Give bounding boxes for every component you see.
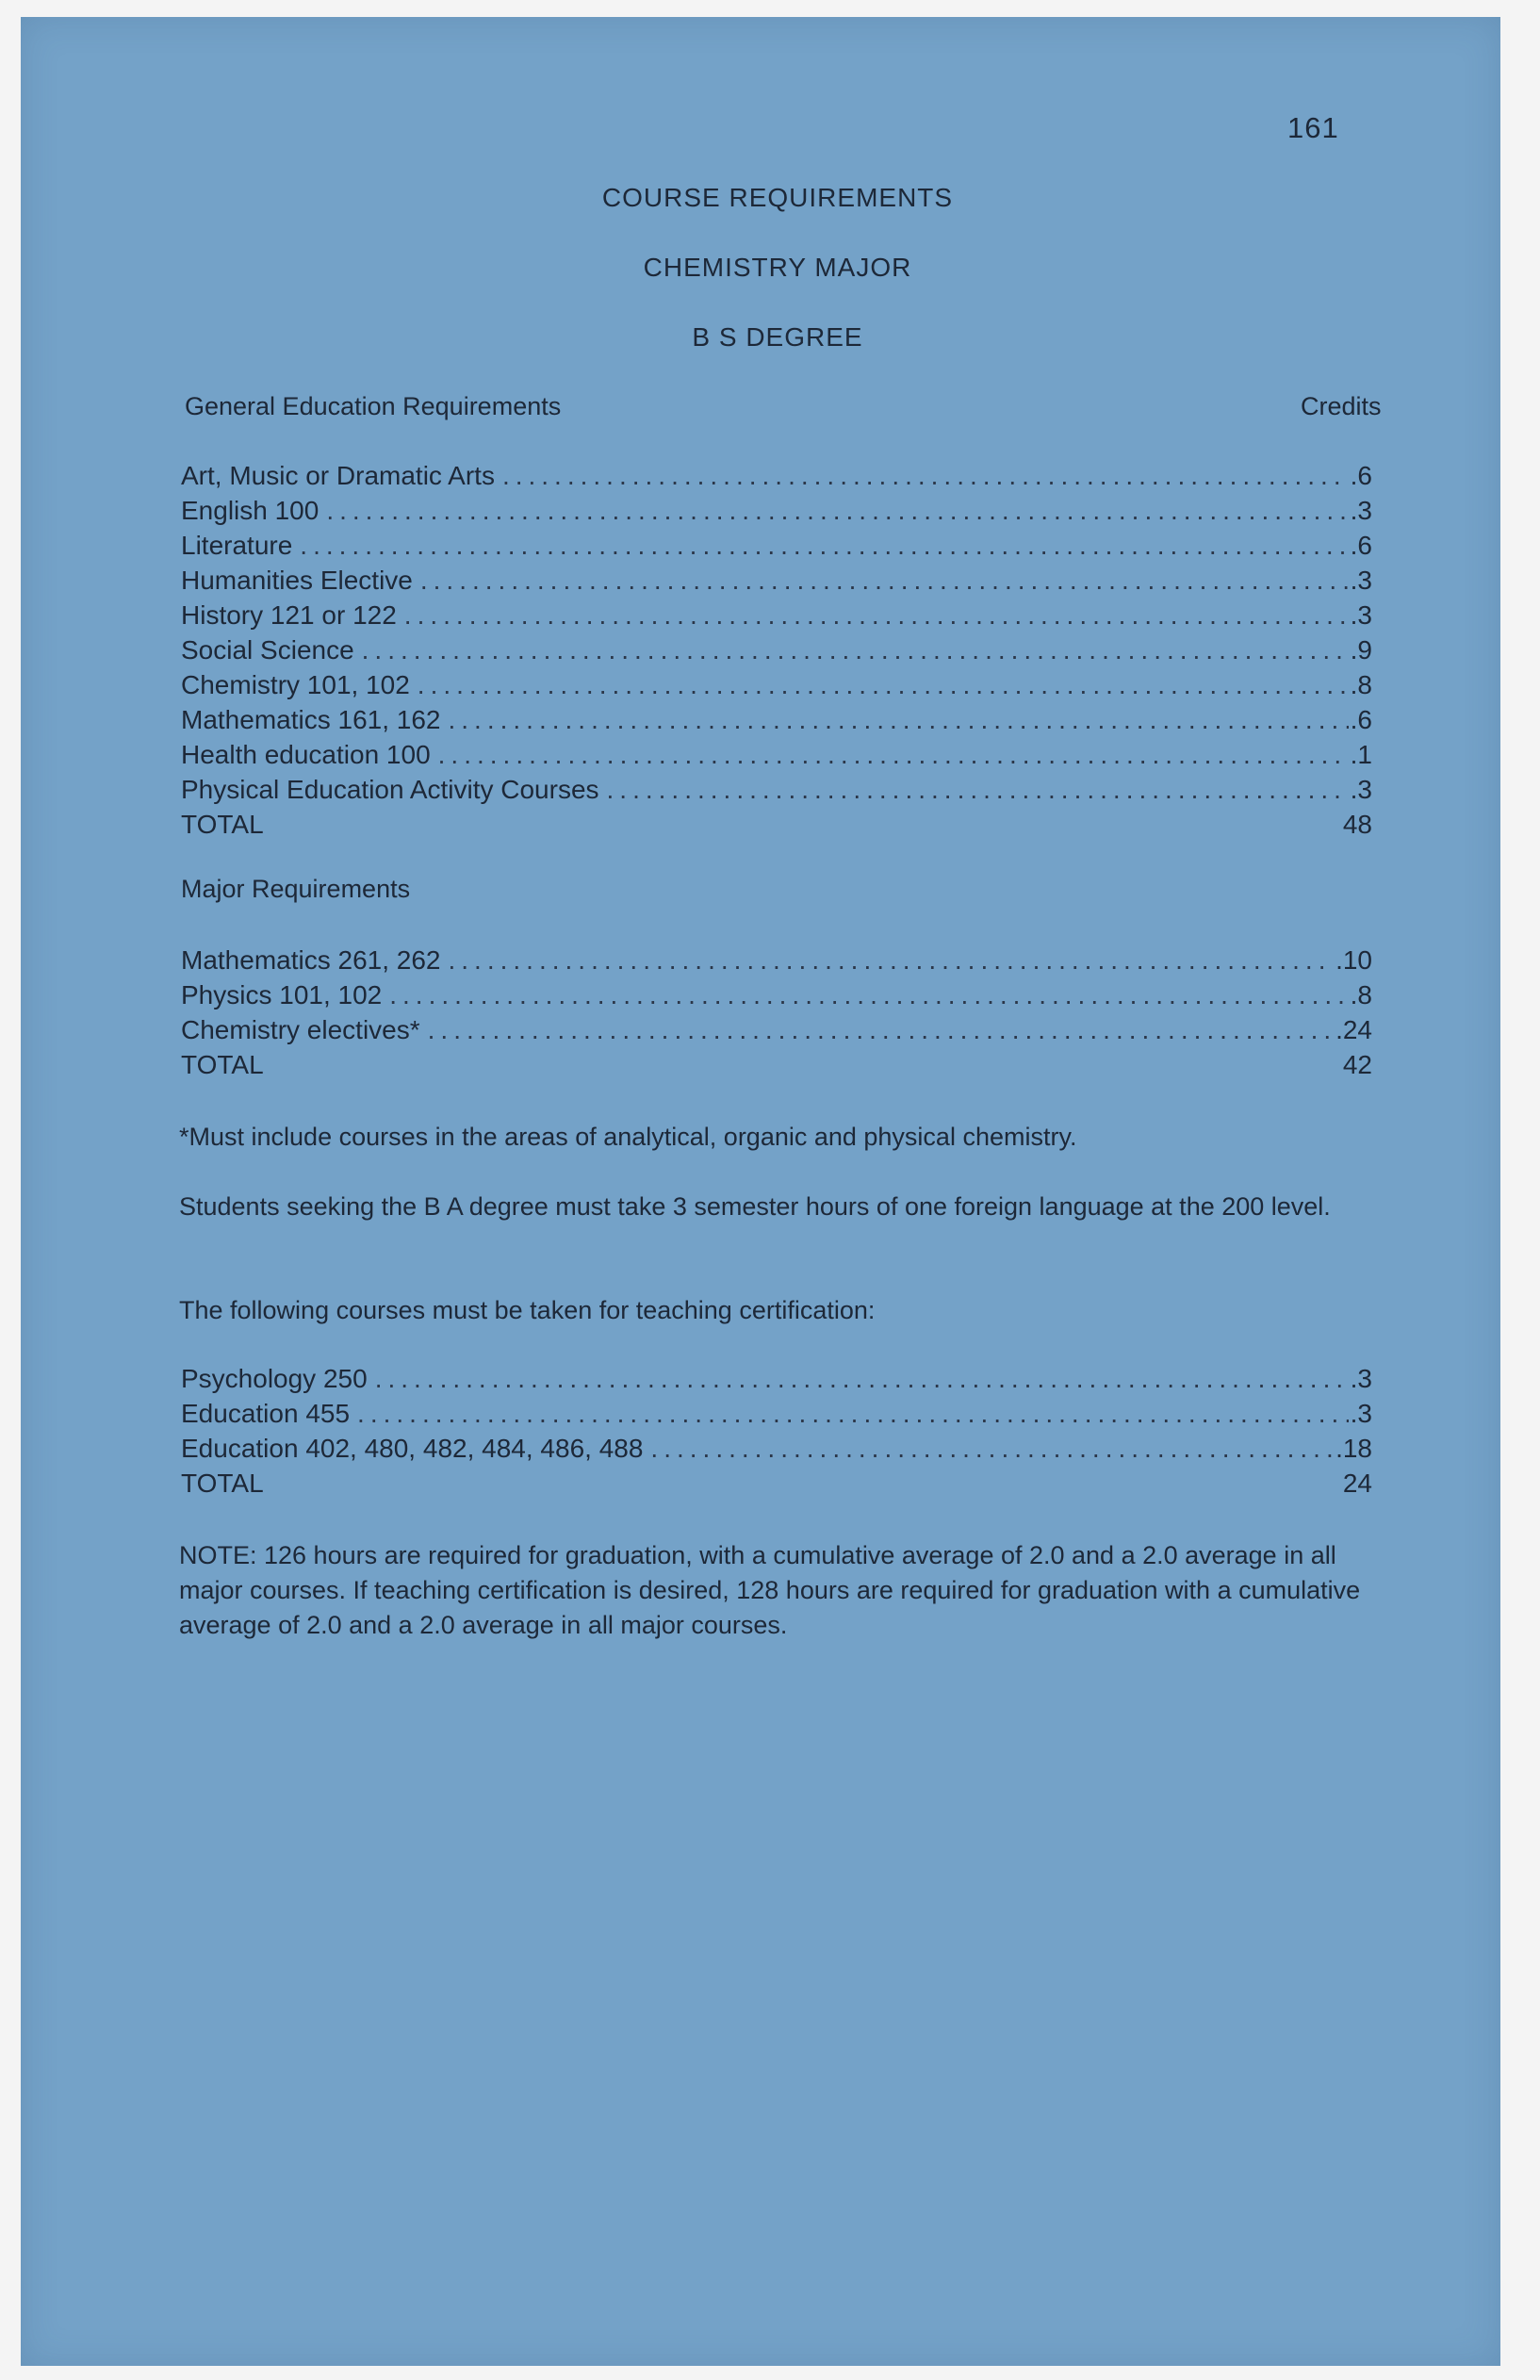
page-number: 161 <box>1287 111 1339 144</box>
list-item <box>181 598 1397 632</box>
leader-dots <box>300 528 1348 563</box>
course-credits: .8 <box>1350 980 1372 1009</box>
leader-dots <box>389 977 1348 1012</box>
course-credits: .3 <box>1350 1399 1372 1428</box>
course-name: Chemistry 101, 102 <box>181 670 410 699</box>
course-credits: .18 <box>1335 1434 1372 1463</box>
leader-dots <box>502 458 1349 493</box>
course-credits: .6 <box>1350 461 1372 490</box>
total-label: TOTAL <box>181 1469 264 1498</box>
course-credits: .3 <box>1350 775 1372 804</box>
leader-dots <box>607 772 1349 807</box>
course-name: English 100 <box>181 496 319 525</box>
list-item <box>181 977 1397 1012</box>
list-item <box>181 1431 1397 1466</box>
total-label: TOTAL <box>181 1050 264 1079</box>
course-credits: .3 <box>1350 496 1372 525</box>
list-item <box>181 737 1397 772</box>
list-item <box>181 563 1397 598</box>
major-requirements-list <box>181 943 1397 1082</box>
graduation-note: NOTE: 126 hours are required for graduation, with a cumulative average of 2.0 and a 2.0 average in all major courses. If teaching certification is desired, 128 hours are required for graduation with a cumulative average of 2.0 and a 2.0 average in all major courses. <box>179 1541 1361 1639</box>
course-credits: .10 <box>1335 945 1372 975</box>
major-heading: CHEMISTRY MAJOR <box>643 253 912 282</box>
leader-dots <box>326 493 1348 528</box>
list-item <box>181 702 1397 737</box>
degree-heading: B S DEGREE <box>692 322 863 352</box>
course-credits: .6 <box>1350 705 1372 734</box>
course-credits: .3 <box>1350 1364 1372 1393</box>
course-name: Physics 101, 102 <box>181 980 383 1009</box>
course-name: Literature <box>181 531 293 560</box>
certification-list <box>181 1361 1397 1501</box>
course-name: Mathematics 261, 262 <box>181 945 441 975</box>
course-name: Health education 100 <box>181 740 431 769</box>
leader-dots <box>449 702 1349 737</box>
course-credits: .24 <box>1335 1015 1372 1044</box>
total-label: TOTAL <box>181 810 264 839</box>
certification-intro: The following courses must be taken for teaching certification: <box>179 1296 876 1324</box>
course-name: Chemistry electives* <box>181 1015 420 1044</box>
leader-dots <box>404 598 1349 632</box>
list-item <box>181 943 1397 977</box>
list-item <box>181 667 1397 702</box>
leader-dots <box>420 563 1349 598</box>
course-credits: .1 <box>1350 740 1372 769</box>
course-credits: .3 <box>1350 566 1372 595</box>
course-name: Education 402, 480, 482, 484, 486, 488 <box>181 1434 644 1463</box>
total-row <box>181 1047 1397 1082</box>
course-credits: .6 <box>1350 531 1372 560</box>
course-name: Art, Music or Dramatic Arts <box>181 461 495 490</box>
general-education-list <box>181 458 1397 842</box>
course-credits: .8 <box>1350 670 1372 699</box>
list-item <box>181 528 1397 563</box>
total-credits: 24 <box>1342 1469 1372 1498</box>
general-education-header: General Education Requirements <box>185 392 562 420</box>
list-item <box>181 458 1397 493</box>
course-name: Physical Education Activity Courses <box>181 775 599 804</box>
course-credits: .9 <box>1350 635 1372 665</box>
ba-degree-note: Students seeking the B A degree must take 3 semester hours of one foreign language at the 200 level. <box>179 1192 1331 1221</box>
electives-footnote: *Must include courses in the areas of analytical, organic and physical chemistry. <box>179 1123 1077 1151</box>
list-item <box>181 632 1397 667</box>
list-item <box>181 1396 1397 1431</box>
list-item <box>181 493 1397 528</box>
total-row <box>181 807 1397 842</box>
course-name: Education 455 <box>181 1399 351 1428</box>
leader-dots <box>375 1361 1349 1396</box>
major-requirements-header: Major Requirements <box>181 875 411 903</box>
course-name: History 121 or 122 <box>181 600 397 630</box>
course-name: Psychology 250 <box>181 1364 368 1393</box>
course-credits: .3 <box>1350 600 1372 630</box>
leader-dots <box>438 737 1349 772</box>
leader-dots <box>449 943 1335 977</box>
total-row <box>181 1466 1397 1501</box>
course-name: Humanities Elective <box>181 566 413 595</box>
list-item <box>181 1361 1397 1396</box>
leader-dots <box>418 667 1349 702</box>
total-credits: 48 <box>1342 810 1372 839</box>
total-credits: 42 <box>1342 1050 1372 1079</box>
leader-dots <box>650 1431 1334 1466</box>
credits-header: Credits <box>1301 392 1382 420</box>
list-item <box>181 772 1397 807</box>
page-title: COURSE REQUIREMENTS <box>601 183 954 212</box>
leader-dots <box>428 1012 1334 1047</box>
list-item <box>181 1012 1397 1047</box>
leader-dots <box>357 1396 1349 1431</box>
leader-dots <box>362 632 1349 667</box>
course-name: Mathematics 161, 162 <box>181 705 441 734</box>
course-name: Social Science <box>181 635 354 665</box>
